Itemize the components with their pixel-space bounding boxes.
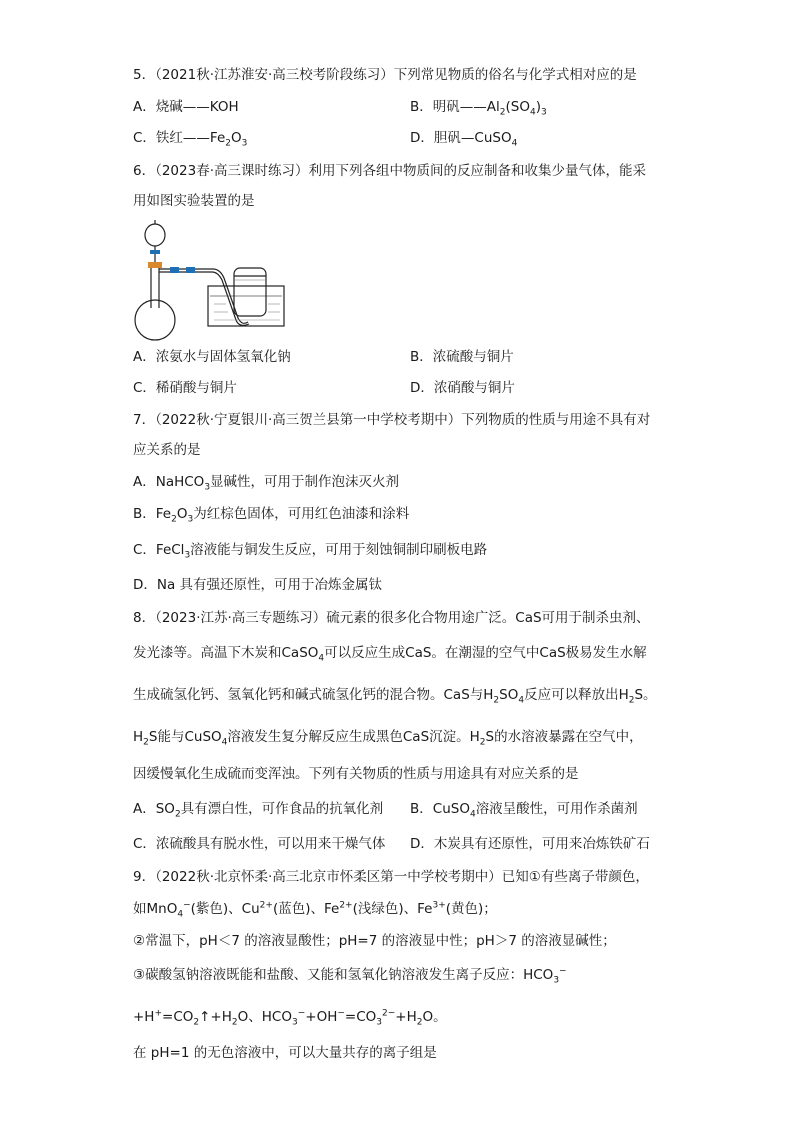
collection-bottle [234, 268, 266, 316]
q5-option-b: B．明矾$——Al_2(SO_4)_3$ [410, 99, 547, 118]
q6-option-b: B．浓硫酸与铜片 [410, 349, 514, 365]
q9-stem-line5: $+H^+=CO_2↑+H_2O$、$HCO_3^-+OH^-=CO_3^{2-}+H_2O$。 [133, 1008, 447, 1028]
funnel-bulb [145, 224, 165, 246]
q8-option-a: A．$SO_2$具有漂白性，可作食品的抗氧化剂 [133, 801, 384, 820]
round-flask [135, 300, 175, 340]
q6-stem-line1: 6．（2023春·高三课时练习）利用下列各组中物质间的反应制备和收集少量气体，能采 [133, 163, 646, 179]
q5-option-d: D．胆矾—CuSO$_4$ [410, 130, 518, 149]
q8-stem-line3: 生成硫氢化钙、氢氧化钙和碱式硫氢化钙的混合物。CaS与$H_2SO_4$反应可以释放出$H_2S$。 [133, 687, 657, 706]
q9-stem-line2: 如MnO$_4$−(紫色)、$Cu^{2+}$(蓝色)、$Fe^{2+}$(浅绿色)、$Fe^{3+}$(黄色)； [133, 900, 497, 920]
q6-stem-line2: 用如图实验装置的是 [133, 193, 255, 209]
q6-option-d: D．浓硝酸与铜片 [410, 380, 515, 396]
q9-stem-line3: ②常温下，pH＜7 的溶液显酸性；pH=7 的溶液显中性；pH＞7 的溶液显碱性； [133, 933, 616, 949]
q6-option-c: C．稀硝酸与铜片 [133, 380, 237, 396]
q7-option-d: D．Na 具有强还原性，可用于冶炼金属钛 [133, 577, 383, 593]
q8-option-c: C．浓硫酸具有脱水性，可以用来干燥气体 [133, 836, 386, 852]
q8-option-d: D．木炭具有还原性，可用来冶炼铁矿石 [410, 836, 650, 852]
q5-option-a: A．烧碱——KOH [133, 99, 239, 115]
q7-option-b: B．$Fe_2O_3$为红棕色固体，可用红色油漆和涂料 [133, 506, 410, 525]
q7-stem-line1: 7．（2022秋·宁夏银川·高三贺兰县第一中学校考期中）下列物质的性质与用途不具有对 [133, 412, 651, 428]
q9-stem-line1: 9．（2022秋·北京怀柔·高三北京市怀柔区第一中学校考期中）已知①有些离子带颜色， [133, 869, 649, 885]
q8-stem-line5: 因缓慢氧化生成硫而变浑浊。下列有关物质的性质与用途具有对应关系的是 [133, 766, 579, 782]
q7-option-c: C．FeCl$_3$溶液能与铜发生反应，可用于刻蚀铜制印刷板电路 [133, 542, 488, 561]
q6-option-a: A．浓氨水与固体氢氧化钠 [133, 349, 291, 365]
q8-stem-line2: 发光漆等。高温下木炭和CaSO$_4$可以反应生成CaS。在潮湿的空气中CaS极易发生水解 [133, 645, 647, 664]
q8-stem-line1: 8．（2023·江苏·高三专题练习）硫元素的很多化合物用途广泛。CaS可用于制杀虫剂、 [133, 610, 650, 626]
q9-stem-line6: 在 pH=1 的无色溶液中，可以大量共存的离子组是 [133, 1045, 437, 1061]
apparatus-diagram [128, 218, 288, 342]
q5-option-c: C．铁红$——Fe_2O_3$ [133, 130, 248, 149]
q5-stem: 5．（2021秋·江苏淮安·高三校考阶段练习）下列常见物质的俗名与化学式相对应的是 [133, 67, 637, 83]
q7-stem-line2: 应关系的是 [133, 442, 201, 458]
q8-option-b: B．CuSO$_4$溶液呈酸性，可用作杀菌剂 [410, 801, 638, 820]
q8-stem-line4: $H_2S$能与CuSO$_4$溶液发生复分解反应生成黑色CaS沉淀。$H_2S$的水溶液暴露在空气中， [133, 729, 643, 748]
q7-option-a: A．NaHCO$_3$显碱性，可用于制作泡沫灭火剂 [133, 474, 400, 493]
q9-stem-line4: ③碳酸氢钠溶液既能和盐酸、又能和氢氧化钠溶液发生离子反应：$HCO_3^-$ [133, 966, 567, 986]
